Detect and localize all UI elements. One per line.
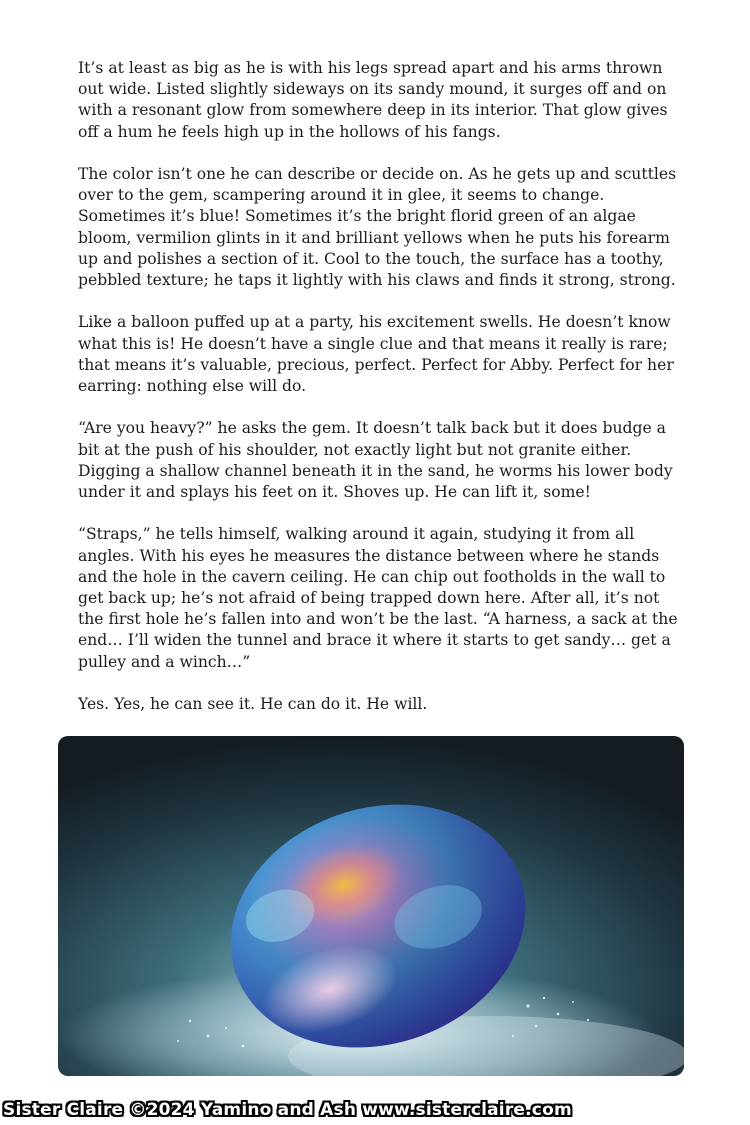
story-text <box>78 58 683 736</box>
gem-illustration <box>58 736 684 1076</box>
gem-painting <box>58 736 684 1076</box>
copyright-credit: Sister Claire ©2024 Yamino and Ash www.sisterclaire.com <box>3 1100 572 1120</box>
paragraph: “Are you heavy?” he asks the gem. It doesn’t talk back but it does budge a bit at the push of his shoulder, not exactly light but not granite either. Digging a shallow channel beneath it in the sand, he worms his lower body under it and splays his feet on it. Shoves up. He can lift it, some! <box>78 419 673 502</box>
paragraph: It’s at least as big as he is with his legs spread apart and his arms thrown out wide. Listed slightly sideways on its sandy mound, it surges off and on with a resonant glow from somewhere deep in its interior. That glow gives off a hum he feels high up in the hollows of his fangs. <box>78 59 668 141</box>
paragraph: “Straps,” he tells himself, walking around it again, studying it from all angles. With his eyes he measures the distance between where he stands and the hole in the cavern ceiling. He can chip out footholds in the wall to get back up; he’s not afraid of being trapped down here. After all, it’s not the first hole he’s fallen into and won’t be the last. “A harness, a sack at the end… I’ll widen the tunnel and brace it where it starts to get sandy… get a pulley and a winch…” <box>78 525 678 671</box>
paragraph: The color isn’t one he can describe or decide on. As he gets up and scuttles over to the gem, scampering around it in glee, it seems to change. Sometimes it’s blue! Sometimes it’s the bright florid green of an algae bloom, vermilion glints in it and brilliant yellows when he puts his forearm up and polishes a section of it. Cool to the touch, the surface has a toothy, pebbled texture; he taps it lightly with his claws and finds it strong, strong. <box>78 165 677 290</box>
paragraph: Like a balloon puffed up at a party, his excitement swells. He doesn’t know what this is! He doesn’t have a single clue and that means it really is rare; that means it’s valuable, precious, perfect. Perfect for Abby. Perfect for her earring: nothing else will do. <box>78 313 674 396</box>
paragraph: Yes. Yes, he can see it. He can do it. He will. <box>78 695 428 714</box>
